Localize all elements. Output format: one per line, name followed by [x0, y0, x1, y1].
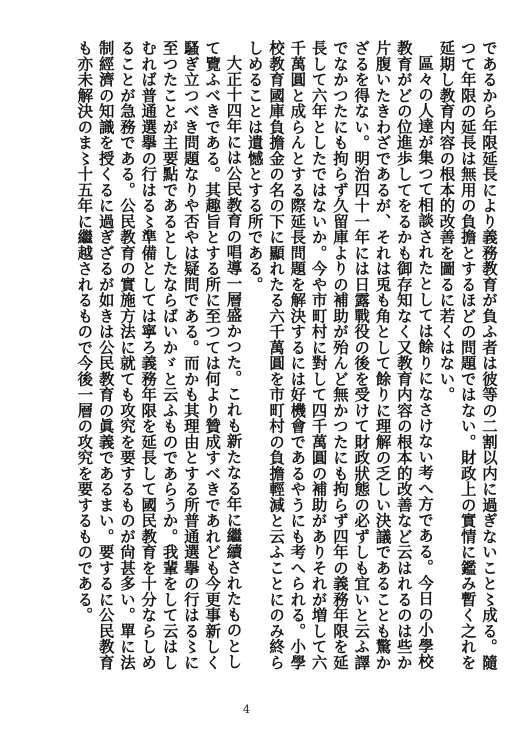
paragraph-1: であるから年限延長により義務教育が負ふ者は彼等の二割以内に過ぎないこと〻成る。隨つて年限の延長は無用の負擔とするほどの問題ではない。財政上の實情に鑑み暫く之れを延期し教育内容の根本的改善を圖るに若くはない。 [437, 40, 498, 670]
paragraph-2: 區々の人達が集つて相談されたとしては餘りになさけない考へ方である。今日の小學校教育がどの位進歩してをるかも御存知なく又教育内容の根本的改善など云はれるのは些か片腹いたきわざであるが、それは兎も角として餘りに理解の乏しい決議であることも驚かざるを得ない。明治四十一年には日露戰役の後を受けて財政狀態の必ずしも宜いと云ふ譯でなかつたにも拘らず久留庫よりの補助が殆んど無かつたにも拘らず四年の義務年限を延長して六年としたではないか。今や市町村に對して四千萬圓の補助がありそれが増して六千萬圓と成らんとする際延長問題を解決するには好機會であるやうにも考へられる。小學校教育國庫負擔金の名の下に顯れたる六千萬圓を市町村の負擔輕減と云ふことにのみ終らしめることは遺憾とする所である。 [245, 40, 435, 670]
paragraph-3: 大正十四年には公民教育の唱導一層盛かつた。これも新たなる年に繼續されたものとして覽ふべきである。其趣旨とする所に至つては何より贊成すべきであれども今更事新しく騷ぎ立つべき問題なりや否やは疑問である。而かも其理由とする所普通選擧の行はる〻に至つたことが主要點であるとしたならばいかゞと云ふものであらうか。我輩をして云はしむれば普通選擧の行はる〻準備としては寧ろ義務年限を延長して國民教育を十分ならしめることが急務である。公民教育の實施方法に就ても攻究を要するものが尙甚多い。單に法制經濟の知識を授くるに過ぎざるが如きは公民教育の眞義であるまい。要するに公民教育も亦未解決のま〻十五年に繼越されるもので今後一層の攻究を要するものである。 [75, 40, 243, 670]
page-number: 4 [243, 703, 250, 716]
vertical-text-body [73, 40, 499, 680]
